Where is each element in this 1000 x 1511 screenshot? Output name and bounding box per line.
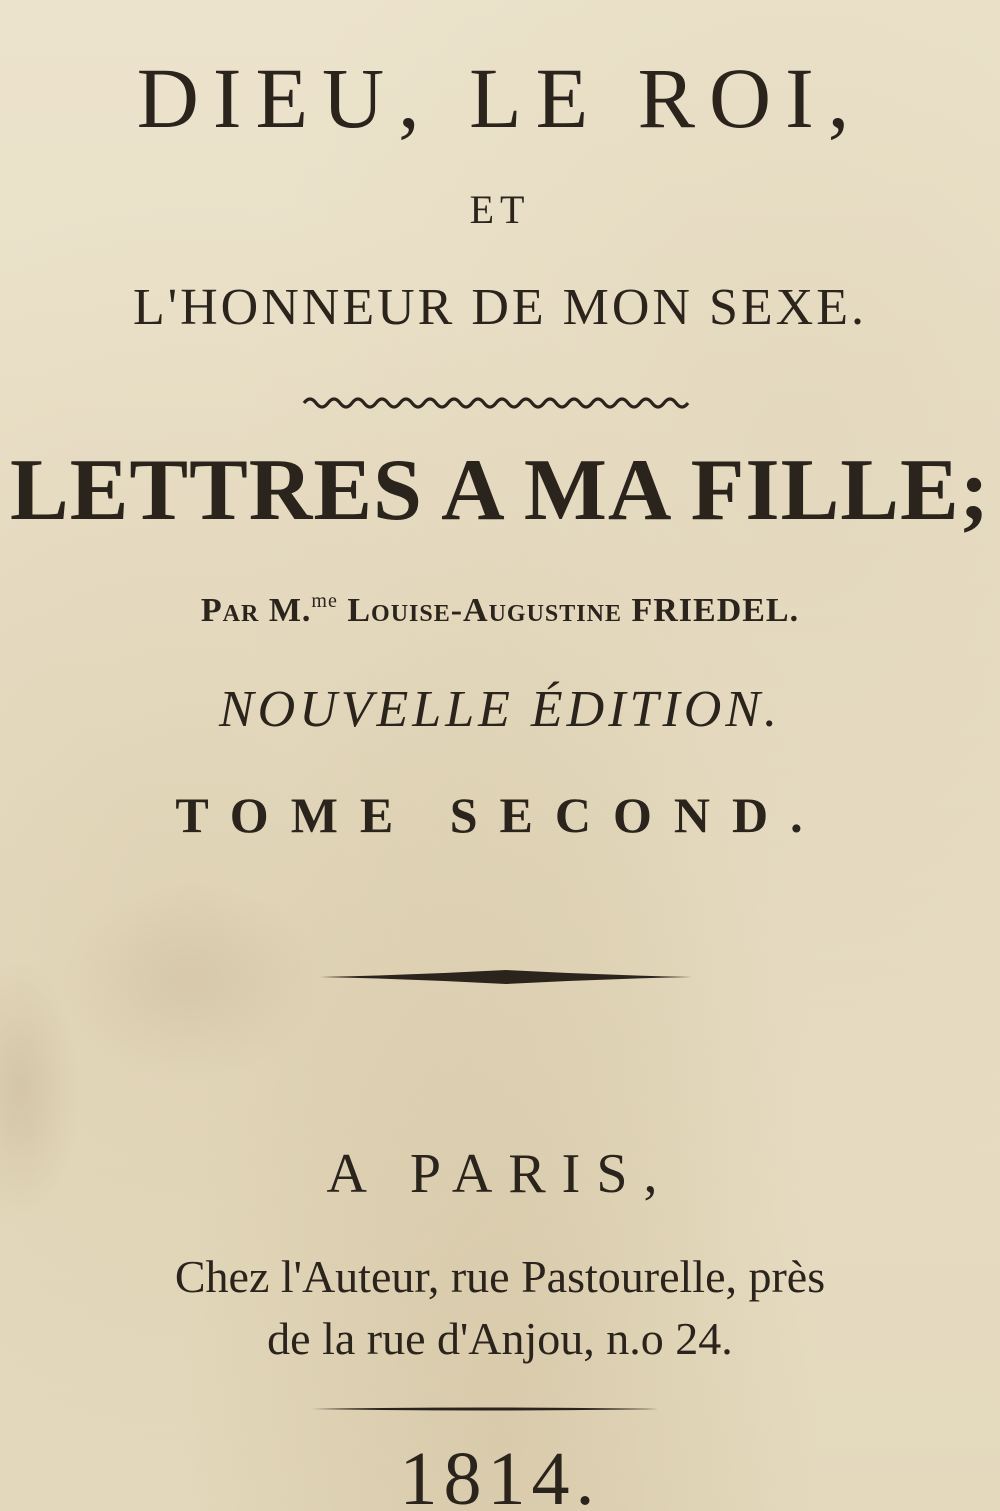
author-prefix: Par	[200, 592, 260, 629]
title-conjunction: ET	[469, 187, 531, 232]
swelled-rule	[320, 964, 692, 990]
imprint-year: 1814.	[399, 1437, 601, 1511]
wavy-ornament-rule	[300, 392, 692, 414]
author-honorific: M.$^{me}$	[268, 590, 338, 629]
title-line-1: DIEU, LE ROI,	[136, 50, 864, 146]
imprint-publisher-line-2: de la rue d'Anjou, n.o 24.	[267, 1313, 733, 1364]
imprint-city: A PARIS,	[326, 1143, 674, 1205]
volume-line: TOME SECOND.	[175, 787, 825, 843]
author-given-name: Louise-Augustine	[347, 592, 622, 629]
author-line	[0, 590, 1000, 630]
main-title: LETTRES A MA FILLE;	[10, 442, 990, 539]
paper-stain	[60, 880, 320, 1080]
imprint-rule	[312, 1402, 658, 1416]
imprint-publisher-line-1: Chez l'Auteur, rue Pastourelle, près	[174, 1251, 826, 1302]
edition-line: NOUVELLE ÉDITION.	[218, 681, 782, 738]
title-line-3: L'HONNEUR DE MON SEXE.	[132, 279, 867, 336]
author-surname: FRIEDEL.	[631, 592, 800, 629]
